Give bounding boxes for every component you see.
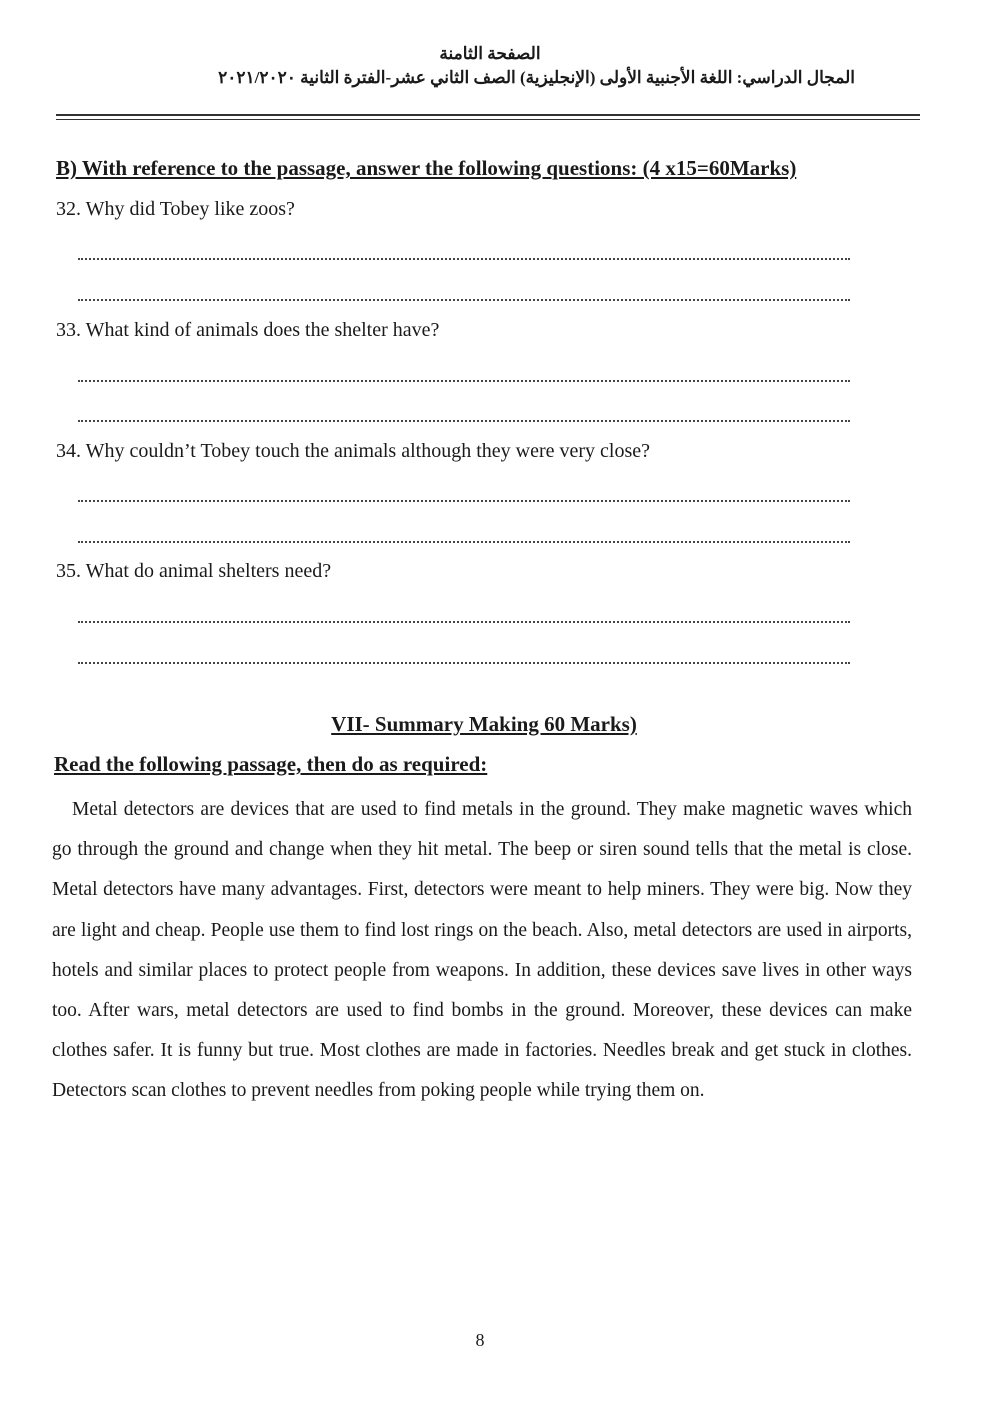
answer-line[interactable] <box>78 660 850 664</box>
answer-line[interactable] <box>78 619 850 623</box>
section-b-heading: B) With reference to the passage, answer the following questions: (4 x15=60Marks) <box>56 156 797 180</box>
answer-line[interactable] <box>78 297 850 301</box>
question-32: 32. Why did Tobey like zoos? <box>56 198 295 220</box>
section-vii-instruction: Read the following passage, then do as required: <box>54 752 488 776</box>
summary-passage: Metal detectors are devices that are used to find metals in the ground. They make magnetic waves which go through the ground and change when they hit metal. The beep or siren sound tells that the metal is close. Metal detectors have many advantages. First, detectors were meant to help miners. They were big. Now they are light and cheap. People use them to find lost rings on the beach. Also, metal detectors are used in airports, hotels and similar places to protect people from weapons. In addition, these devices save lives in other ways too. After wars, metal detectors are used to find bombs in the ground. Moreover, these devices can make clothes safer. It is funny but true. Most clothes are made in factories. Needles break and get stuck in clothes. Detectors scan clothes to prevent needles from poking people while trying them on. <box>52 799 912 1102</box>
answer-line[interactable] <box>78 378 850 382</box>
page-number: 8 <box>475 1330 485 1350</box>
answer-line[interactable] <box>78 418 850 422</box>
question-35: 35. What do animal shelters need? <box>56 560 332 582</box>
header-divider-thin <box>56 119 920 120</box>
question-33: 33. What kind of animals does the shelter have? <box>56 319 440 341</box>
answer-line[interactable] <box>78 539 850 543</box>
section-vii-heading: VII- Summary Making 60 Marks) <box>331 712 637 736</box>
question-34: 34. Why couldn’t Tobey touch the animals although they were very close? <box>56 440 651 462</box>
answer-line[interactable] <box>78 256 850 260</box>
answer-line[interactable] <box>78 498 850 502</box>
header-divider-thick <box>56 114 920 116</box>
arabic-page-label: الصفحة الثامنة <box>439 44 541 63</box>
arabic-subject-line: المجال الدراسي: اللغة الأجنبية الأولى (الإنجليزية) الصف الثاني عشر-الفترة الثانية ٢٠٢١/٢٠٢٠ <box>218 68 855 87</box>
